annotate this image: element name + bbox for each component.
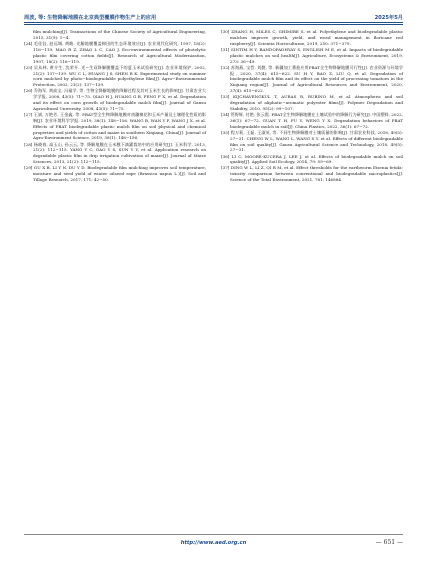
reference-entry: [35] 程万莉, 王磊, 王淑英, 等. 不同生物降解膜对土壤质量的影响[J]. 甘肃农业科技, 2018, 49(5): 27−31. CHENG W L, WANG L, WANG S Y, et al. Effects of different biodegradable film on soil quality[J]. Gansu Agricultural Science and Technology, 2018, 49(5): 27−31. bbox=[221, 129, 403, 153]
reference-entry: [32] 苏海燕, 宝哲, 刘勤, 等. 新疆加工番茄应用PBAT全生物降解地膜可行性[J]. 农业资源与环境学报, 2020, 37(4): 615−622. SU H Y, BAO Z, LIU Q, et al. Degradation of biodegradable mulch film and its effect on the yield of processing tomatoes in the Xinjiang region[J]. Journal of Agricultural Resources and Environment, 2020, 37(4): 615−622. bbox=[221, 64, 403, 94]
reference-entry: [27] 王斌, 万艳芳, 王金鑫, 等. PBAT型全生物降解地膜对南疆棉花和玉米产量及土壤理化性质的影响[J]. 农业环境科学学报, 2019, 38(1): 148−156. WANG B, WAN Y F, WANG J X, et al. Effects of PBAT biodegradable plastic mulch film on soil physical and chemical properties and yields of cotton and maize in southern Xinjiang, China[J]. Journal of Agro-Environment Science, 2019, 38(1): 148−156. bbox=[24, 112, 206, 141]
reference-entry: [34] 管野辉, 付艳, 张云霞. PBAT全生物降解地膜在土壤试验中的降解行为研究[J]. 中国塑料, 2022, 36(1): 67−72. GUAN T H, FU Y, WENG Y X. Degradation behaviors of PBAT biodegradable mulch in soil[J]. China Plastics, 2022, 36(1): 67−72. bbox=[221, 112, 403, 129]
header-title: 周波, 等: 生物降解地膜在北京典型覆膜作物生产上的应用 bbox=[24, 15, 157, 21]
reference-entry: [31] SINTIM H Y, BANDOPADHYAY S, ENGLISH M E, et al. Impacts of biodegradable plastic mulches on soil health[J]. Agriculture, Ecosystems & Environment, 2019, 273: 36−49. bbox=[221, 46, 403, 64]
references-right-column bbox=[221, 29, 403, 183]
journal-url-link[interactable]: http://www.aed.org.cn bbox=[180, 540, 247, 546]
header-rule bbox=[24, 22, 403, 23]
references-left-column bbox=[24, 29, 206, 183]
page-number: — 651 — bbox=[375, 539, 403, 546]
reference-entry: [24] 毛佳钰, 赵远城, 黄瞻. 光解地膜覆盖棉田的生态环境效应[J]. 农业现代化研究, 1997, 18(2): 116−119. MAO R Z, ZHAO L C, CAO J. Eco-environmental effects of photolytic plastic film covering cotton fields[J]. Research of Agricultural Modernization, 1997, 18(2): 116−119. bbox=[24, 40, 206, 64]
reference-entry: [37] DING W L, LI Z, QI R M, et al. Effect thresholds for the earthworm Eisenia fetida: toxicity comparison between conventional and biodegradable microplastics[J]. Science of the Total Environment, 2021, 781: 146884. bbox=[221, 165, 403, 183]
reference-entry: [36] LI C, MOORE-KUCERA J, LEE J, et al. Effects of biodegradable mulch on soil quality[J]. Applied Soil Ecology, 2014, 79: 59−69. bbox=[221, 153, 403, 165]
reference-entry: [28] 杨晓春, 高玉山, 孙云云, 等. 降解地膜在玉米膜下滴灌栽培中的应用研究[J]. 玉米科学, 2013, 21(2): 112−115. YANG Y C, GAO Y S, SUN Y Y, et al. Application research on degradable plastic film in drip irrigation cultivation of maize[J]. Journal of Maize Sciences, 2013, 21(2): 112−115. bbox=[24, 141, 206, 165]
running-header bbox=[24, 11, 403, 21]
reference-entry: [25] 吴从林, 黄介生, 沈荣开. 光−生双降解膜覆盖下的夏玉米试验研究[J]. 农业环境保护, 2002, 21(2): 137−139. WU C L, HUANG J S, SHEN R K. Experimental study on summer corn mulched by photo−biodegradable polyethylene film[J]. Agro−Environmental Protection, 2002, 21(2): 137−139. bbox=[24, 64, 206, 88]
reference-entry: [33] KIJCHAVENGKUL T, AURAS R, RUBINO M, et al. Atmospheric and soil degradation of aliphatic−aromatic polyester films[J]. Polymer Degradation and Stability, 2010, 95(2): 99−107. bbox=[221, 94, 403, 111]
header-rule-thin bbox=[24, 24, 403, 25]
header-date: 2025年5月 bbox=[374, 15, 403, 21]
reference-entry: [26] 乔海军, 黄高宝, 冯福学, 等. 生物全降解地膜的降解过程及其对玉米生长的影响[J]. 甘肃农业大学学报, 2008, 43(5): 71−75. QIAO H J, HUANG G B, FENG F X, et al. Degradation and its effect on corn growth of biodegradable mulch film[J]. Journal of Gansu Agricultural University, 2008, 43(5): 71−75. bbox=[24, 88, 206, 111]
footer-rule bbox=[24, 534, 403, 535]
reference-entry: [30] ZHANG H, MILES C, GHIMIRE S, et al. Polyethylene and biodegradable plastic mulches improve growth, yield, and weed management in floricane red raspberry[J]. Scientia Horticulturae, 2019, 250: 371−379. bbox=[221, 29, 403, 46]
reference-entry: film mulching[J]. Transactions of the Chinese Society of Agricultural Engineering, 2015, 31(9): 1−4. bbox=[33, 29, 206, 40]
reference-entry: [29] GU X B, LI Y N, DU Y D. Biodegradable film mulching improves soil temperature, moisture and seed yield of winter oilseed rape (Brassica napus L.)[J]. Soil and Tillage Research, 2017, 171: 42−50. bbox=[24, 165, 206, 182]
